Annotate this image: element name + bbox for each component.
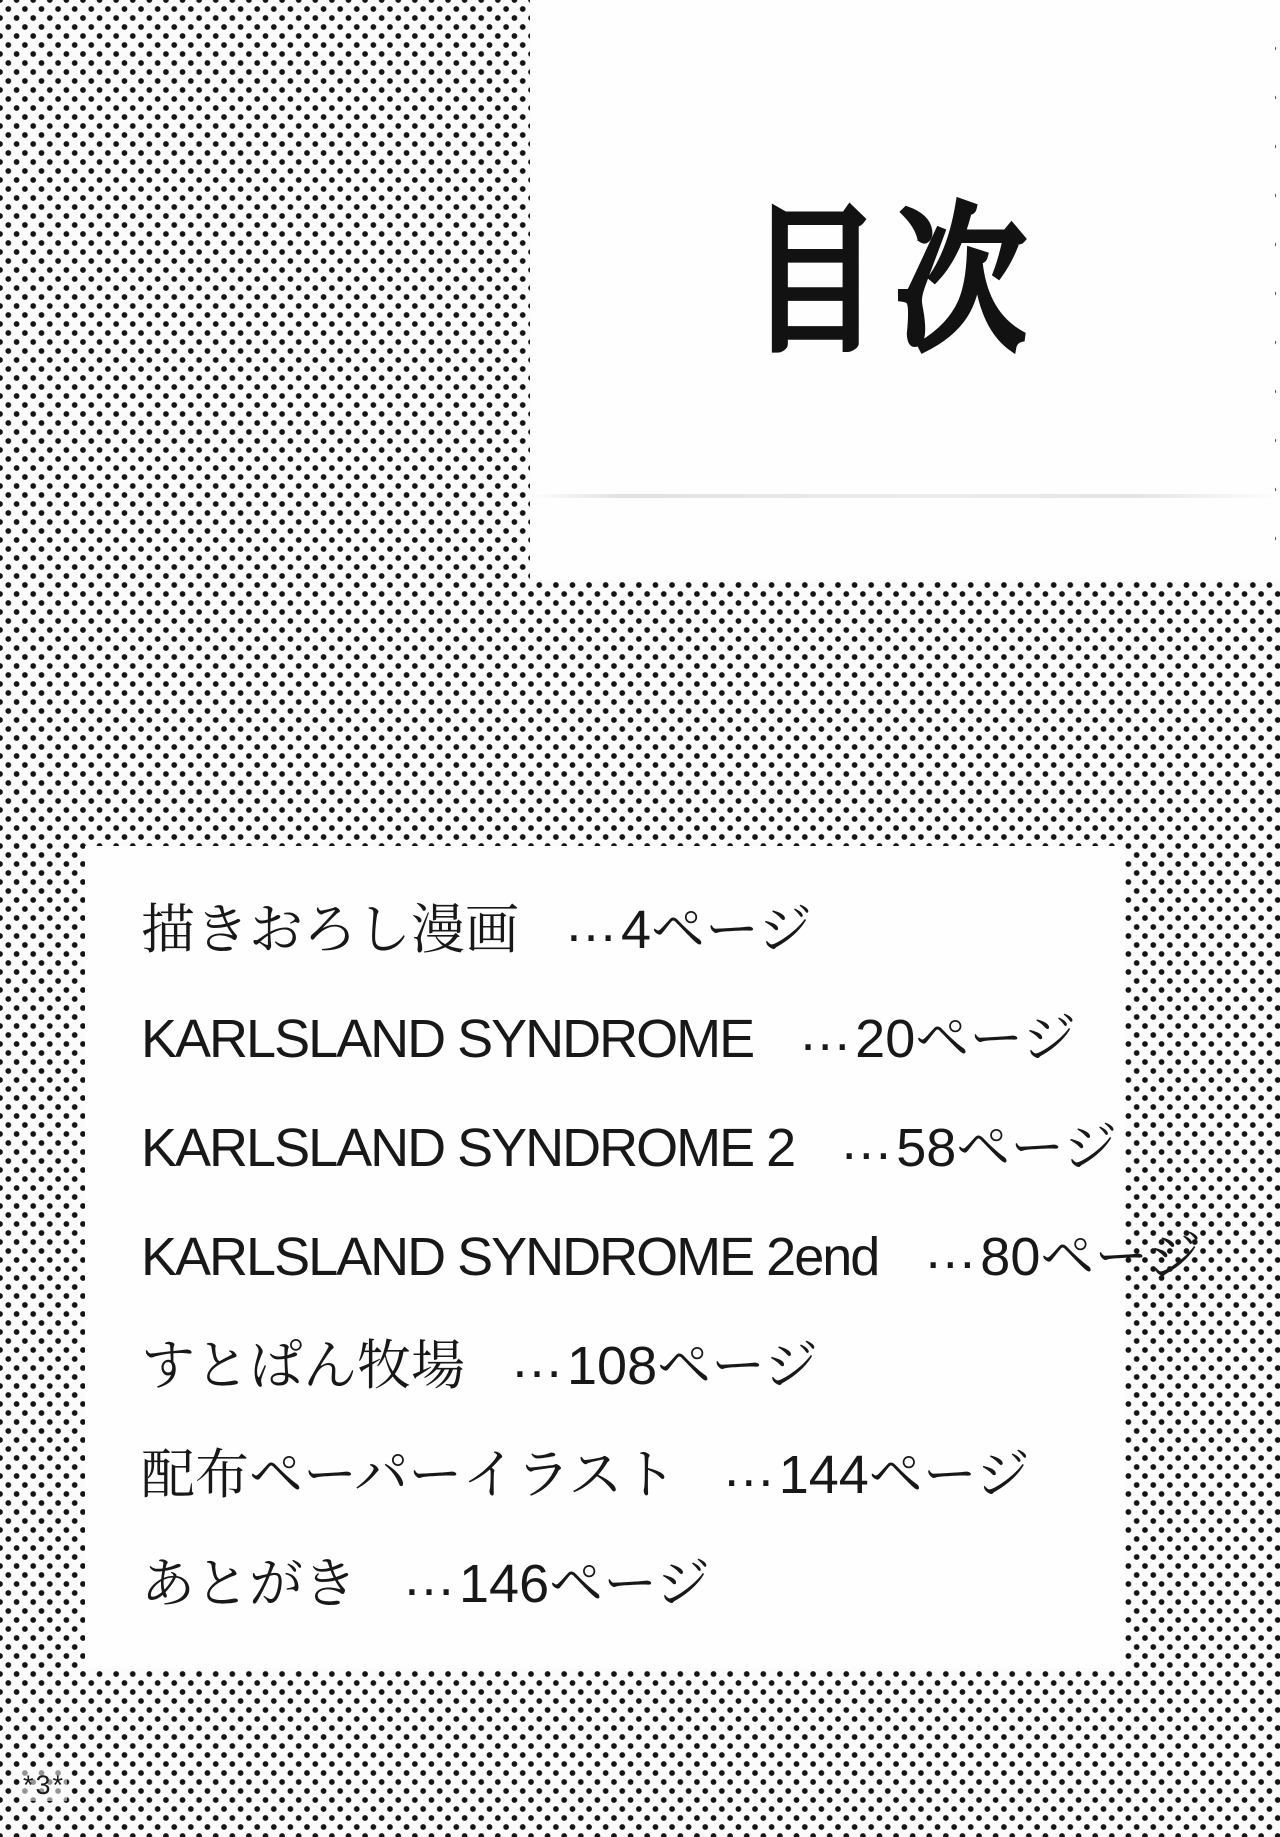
- scan-streak-artifact: [530, 494, 1280, 498]
- toc-item-title: 配布ペーパーイラスト: [141, 1445, 677, 1505]
- toc-page-number: 80ページ: [980, 1227, 1202, 1287]
- toc-row: [141, 876, 1125, 985]
- toc-item-title: すとぱん牧場: [141, 1336, 465, 1396]
- page-number-marker: *3*: [23, 1770, 66, 1800]
- toc-leader: …: [510, 1328, 567, 1389]
- scan-edge-dots-artifact: [1275, 18, 1280, 568]
- toc-page-number: 108ページ: [567, 1336, 819, 1396]
- toc-item-title: KARLSLAND SYNDROME 2: [141, 1118, 795, 1178]
- toc-leader: …: [839, 1110, 897, 1171]
- toc-item-title: あとがき: [141, 1554, 357, 1614]
- toc-leader: …: [798, 1001, 856, 1062]
- toc-leader: …: [721, 1437, 779, 1498]
- toc-row: [141, 1312, 1125, 1421]
- title-panel: [530, 0, 1280, 580]
- page-title: 目次: [750, 194, 1042, 370]
- toc-leader: …: [923, 1219, 981, 1280]
- toc-page-number: 20ページ: [855, 1009, 1077, 1069]
- toc-row: [141, 1094, 1125, 1203]
- toc-leader: …: [402, 1546, 459, 1607]
- toc-leader: …: [564, 892, 621, 953]
- toc-page-number: 146ページ: [459, 1554, 711, 1614]
- toc-row: [141, 985, 1125, 1094]
- toc-row: [141, 1203, 1202, 1312]
- toc-row: [141, 1421, 1125, 1530]
- toc-item-title: KARLSLAND SYNDROME: [141, 1009, 754, 1069]
- toc-page-number: 144ページ: [778, 1445, 1030, 1505]
- toc-page-number: 4ページ: [621, 900, 812, 960]
- toc-item-title: 描きおろし漫画: [141, 900, 519, 960]
- toc-item-title: KARLSLAND SYNDROME 2end: [141, 1227, 879, 1287]
- toc-list: [85, 846, 1202, 1639]
- toc-row: [141, 1530, 1125, 1639]
- toc-page-number: 58ページ: [896, 1118, 1118, 1178]
- toc-panel: [85, 846, 1202, 1668]
